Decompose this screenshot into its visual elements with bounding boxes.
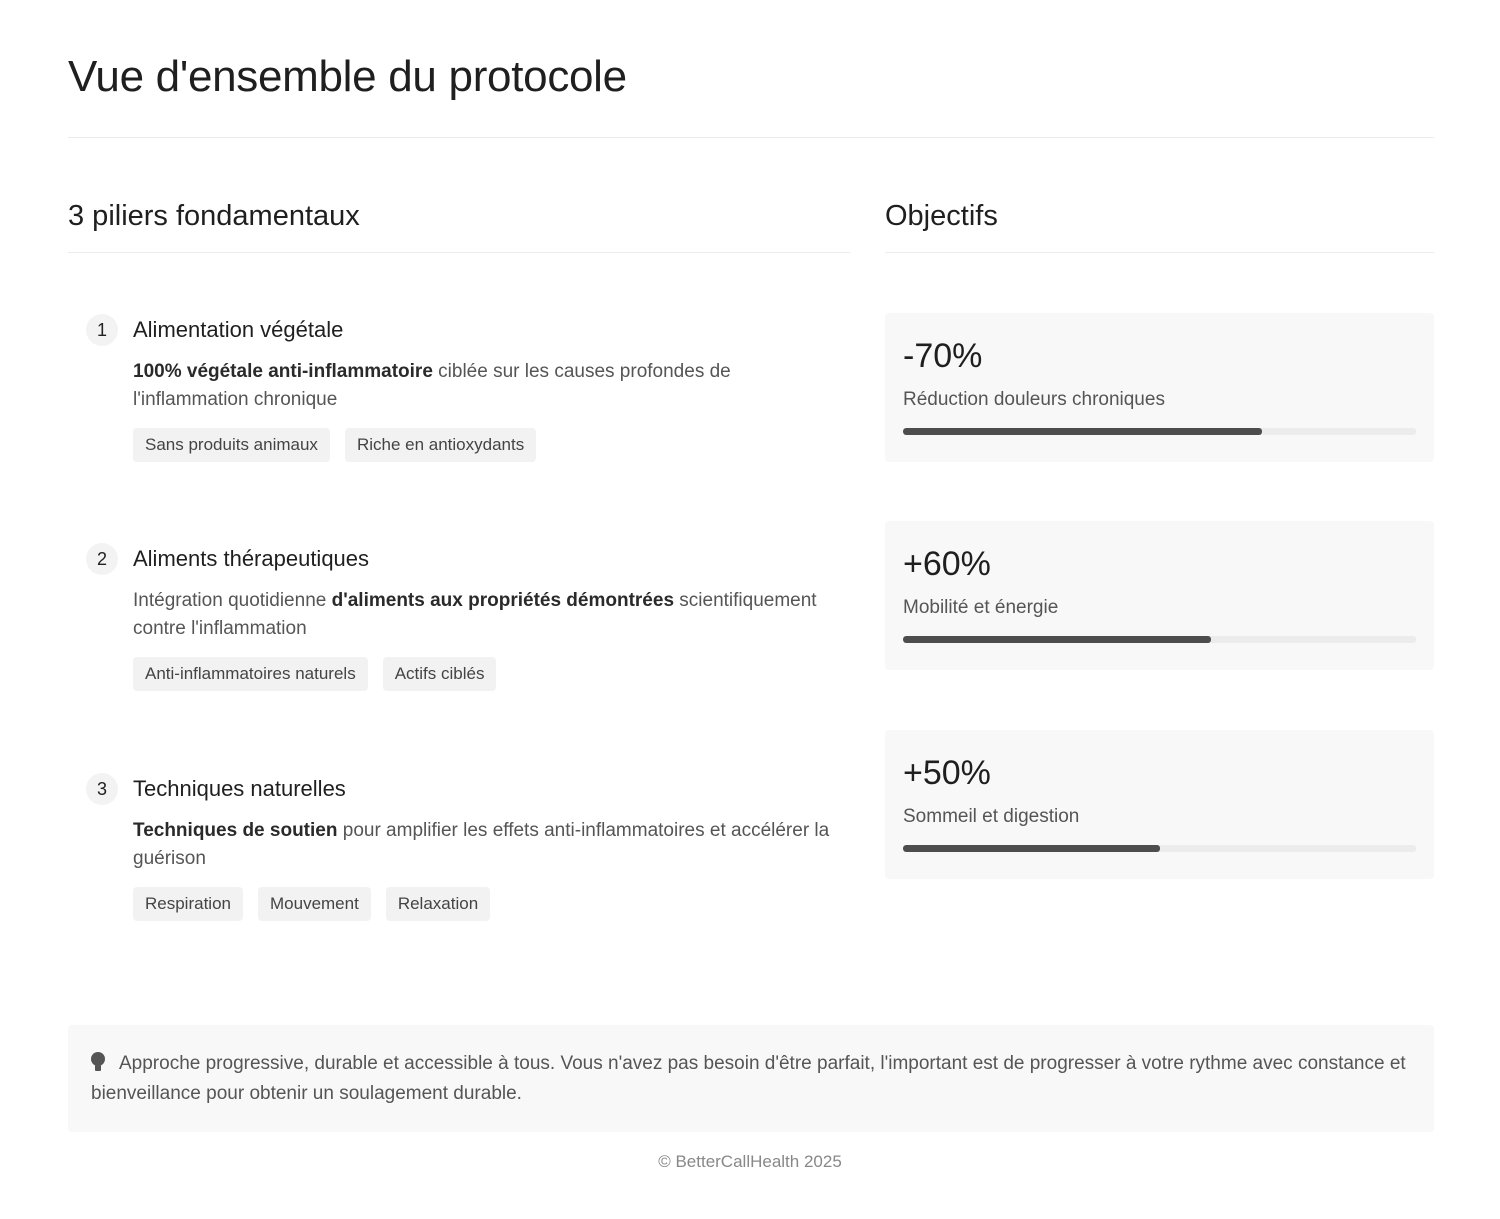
pillar-description-text: pour amplifier les effets anti-inflammatoires et accélérer la guérison bbox=[133, 820, 830, 869]
info-note bbox=[68, 1025, 1434, 1132]
tag: Anti-inflammatoires naturels bbox=[133, 657, 368, 691]
pillar-description bbox=[133, 587, 848, 643]
pillar-tags bbox=[133, 428, 848, 462]
pillar-description-text: ciblée sur les causes profondes de l'inflammation chronique bbox=[133, 361, 731, 410]
pillar-item-3 bbox=[68, 773, 848, 921]
pillars-section-title: 3 piliers fondamentaux bbox=[68, 200, 850, 253]
title-divider bbox=[68, 137, 1434, 138]
pillar-tags bbox=[133, 887, 848, 921]
objective-value: +60% bbox=[903, 545, 991, 583]
info-note-text: Approche progressive, durable et accessible à tous. Vous n'avez pas besoin d'être parfait, l'important est de progresser à votre rythme avec constance et bienveillance pour obtenir un soulagement durable. bbox=[91, 1053, 1406, 1104]
tag: Actifs ciblés bbox=[383, 657, 497, 691]
objectives-section bbox=[885, 200, 1434, 827]
tag: Riche en antioxydants bbox=[345, 428, 536, 462]
pillar-description-bold: d'aliments aux propriétés démontrées bbox=[331, 590, 675, 611]
objective-label: Sommeil et digestion bbox=[903, 806, 1080, 827]
pillar-description bbox=[133, 817, 848, 873]
pillar-description-text: Intégration quotidienne bbox=[133, 590, 332, 611]
objective-progress-fill bbox=[903, 428, 1262, 435]
pillar-description-bold: Techniques de soutien bbox=[133, 820, 338, 841]
objective-progress-track bbox=[903, 428, 1416, 435]
pillar-number: 2 bbox=[86, 543, 118, 575]
objective-card-2 bbox=[885, 521, 1434, 670]
objective-card-3 bbox=[885, 730, 1434, 879]
tag: Sans produits animaux bbox=[133, 428, 330, 462]
objectives-section-title: Objectifs bbox=[885, 200, 1434, 253]
pillars-section bbox=[68, 200, 850, 913]
pillar-description-text: scientifiquement contre l'inflammation bbox=[133, 590, 817, 639]
objective-label: Mobilité et énergie bbox=[903, 597, 1059, 618]
objective-value: -70% bbox=[903, 337, 983, 375]
pillar-title: Alimentation végétale bbox=[133, 317, 344, 342]
lightbulb-icon bbox=[91, 1052, 105, 1072]
objective-progress-fill bbox=[903, 845, 1160, 852]
objective-progress-fill bbox=[903, 636, 1211, 643]
pillar-description bbox=[133, 358, 848, 414]
objective-card-1 bbox=[885, 313, 1434, 462]
pillar-number: 3 bbox=[86, 773, 118, 805]
tag: Relaxation bbox=[386, 887, 490, 921]
page-title: Vue d'ensemble du protocole bbox=[68, 52, 627, 101]
tag: Mouvement bbox=[258, 887, 371, 921]
footer-copyright: © BetterCallHealth 2025 bbox=[658, 1152, 842, 1171]
objective-value: +50% bbox=[903, 754, 991, 792]
objective-progress-track bbox=[903, 636, 1416, 643]
pillar-title: Techniques naturelles bbox=[133, 776, 346, 801]
objective-label: Réduction douleurs chroniques bbox=[903, 389, 1165, 410]
pillar-description-bold: 100% végétale anti-inflammatoire bbox=[133, 361, 433, 382]
pillar-tags bbox=[133, 657, 848, 691]
pillar-item-1 bbox=[68, 314, 848, 462]
pillar-item-2 bbox=[68, 543, 848, 691]
pillar-number: 1 bbox=[86, 314, 118, 346]
pillar-title: Aliments thérapeutiques bbox=[133, 546, 370, 571]
objective-progress-track bbox=[903, 845, 1416, 852]
tag: Respiration bbox=[133, 887, 243, 921]
